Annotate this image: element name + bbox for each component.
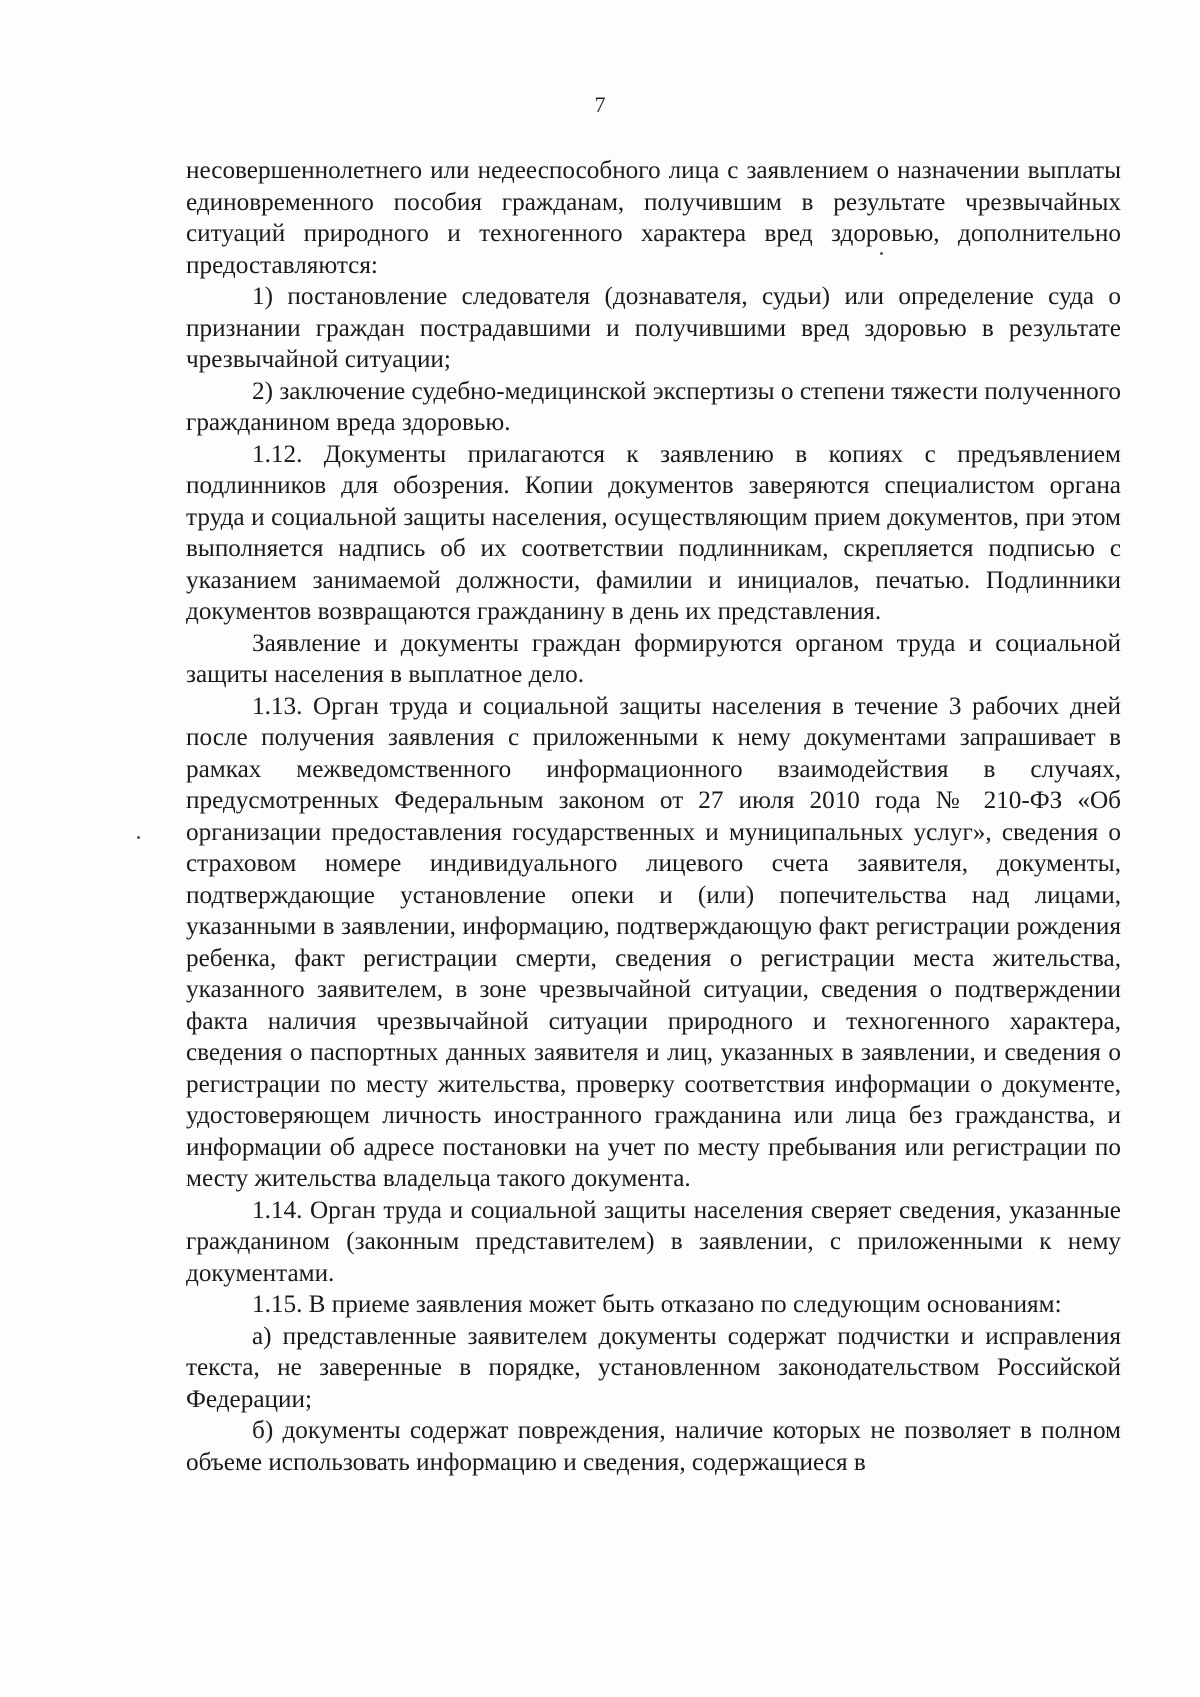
document-body [186, 155, 1121, 1478]
paragraph-application-file: Заявление и документы граждан формируются органом труда и социальной защиты населения в выплатное дело. [186, 629, 1121, 688]
paragraph-continuation: несовершеннолетнего или недееспособного лица с заявлением о назначении выплаты единовременного пособия гражданам, получившим в результате чрезвычайных ситуаций природного и техногенного характера вред здоровью, дополнительно предоставляются: [186, 157, 1121, 279]
paragraph-item-b: б) документы содержат повреждения, наличие которых не позволяет в полном объеме использовать информацию и сведения, содержащиеся в [186, 1417, 1121, 1476]
paragraph-1-12: 1.12. Документы прилагаются к заявлению в копиях с предъявлением подлинников для обозрения. Копии документов заверяются специалистом органа труда и социальной защиты населения, осуществляющим прием документов, при этом выполняется надпись об их соответствии подлинникам, скрепляется подписью с указанием занимаемой должности, фамилии и инициалов, печатью. Подлинники документов возвращаются гражданину в день их представления. [186, 440, 1121, 625]
paragraph-item-1: 1) постановление следователя (дознавателя, судьи) или определение суда о признании граждан пострадавшими и получившими вред здоровью в результате чрезвычайной ситуации; [186, 283, 1121, 373]
page-number: 7 [594, 92, 606, 117]
paragraph-1-15: 1.15. В приеме заявления может быть отказано по следующим основаниям: [252, 1291, 1062, 1318]
paragraph-1-13: 1.13. Орган труда и социальной защиты населения в течение 3 рабочих дней после получения заявления с приложенными к нему документами запрашивает в рамках межведомственного информационного взаимодействия в случаях, предусмотренных Федеральным законом от 27 июля 2010 года № 210-ФЗ «Об организации предоставления государственных и муниципальных услуг», сведения о страховом номере индивидуального лицевого счета заявителя, документы, подтверждающие установление опеки и (или) попечительства над лицами, указанными в заявлении, информацию, подтверждающую факт регистрации рождения ребенка, факт регистрации смерти, сведения о регистрации места жительства, указанного заявителем, в зоне чрезвычайной ситуации, сведения о подтверждении факта наличия чрезвычайной ситуации природного и техногенного характера, сведения о паспортных данных заявителя и лиц, указанных в заявлении, и сведения о регистрации по месту жительства, проверку соответствия информации о документе, удостоверяющем личность иностранного гражданина или лица без гражданства, и информации об адресе постановки на учет по месту пребывания или регистрации по месту жительства владельца такого документа. [186, 692, 1121, 1192]
paragraph-1-14: 1.14. Орган труда и социальной защиты населения сверяет сведения, указанные гражданином (законным представителем) в заявлении, с приложенными к нему документами. [186, 1196, 1121, 1287]
paragraph-item-a: а) представленные заявителем документы содержат подчистки и исправления текста, не заверенные в порядке, установленном законодательством Российской Федерации; [186, 1322, 1121, 1413]
scan-speck [880, 252, 883, 255]
scan-speck [137, 836, 140, 839]
paragraph-item-2: 2) заключение судебно-медицинской экспертизы о степени тяжести полученного гражданином вреда здоровью. [186, 377, 1121, 436]
